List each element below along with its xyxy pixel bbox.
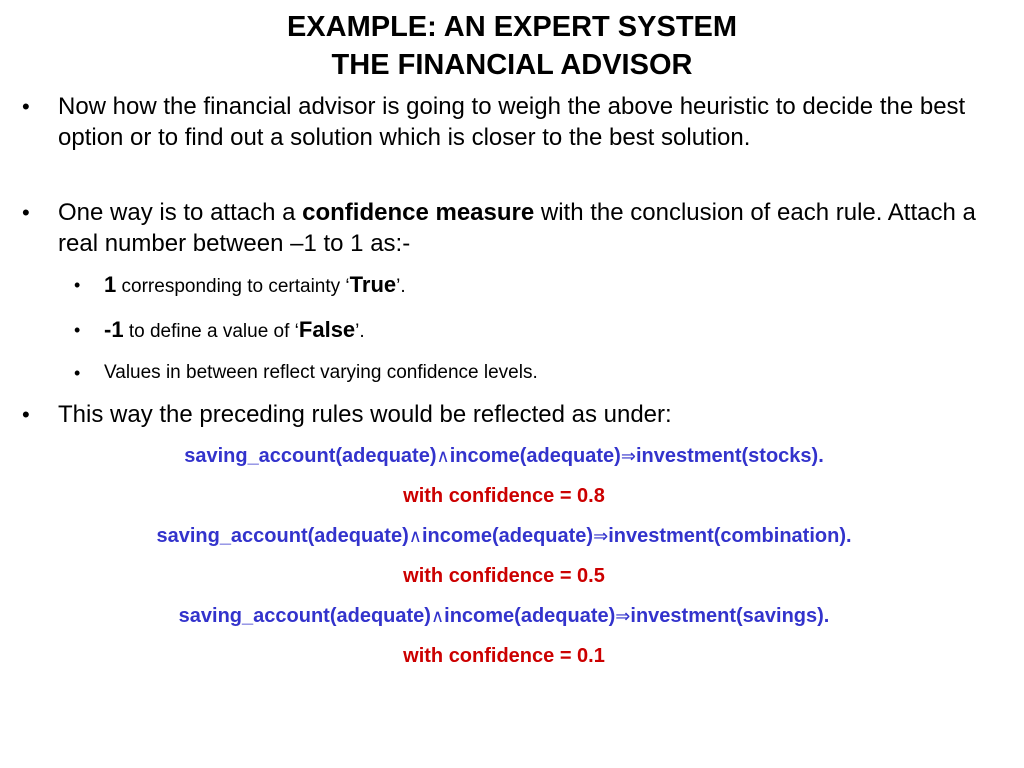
rule-1 [0, 443, 1008, 470]
slide-title [0, 8, 1024, 84]
sub-bullet-3 [74, 360, 984, 386]
rule-2-premise-2: income(adequate) [421, 525, 594, 547]
rule-1-conclusion: investment(stocks). [635, 445, 824, 467]
implies-symbol: ⇒ [620, 446, 636, 467]
rule-2-conclusion: investment(combination). [608, 525, 852, 547]
rule-2 [0, 523, 1008, 550]
bullet-2-text-pre: One way is to attach a [58, 199, 303, 226]
rule-3-confidence: with confidence = 0.1 [403, 645, 605, 667]
sub-bullet-2-number: -1 [104, 317, 124, 342]
bullet-dot: • [22, 402, 30, 427]
bullet-1-text: Now how the financial advisor is going to weigh the above heuristic to decide the best option or to find out a solution which is closer to the best solution. [58, 93, 966, 151]
implies-symbol: ⇒ [615, 606, 631, 627]
sub-bullet-2-word: False [298, 317, 356, 342]
bullet-3-text: This way the preceding rules would be reflected as under: [58, 401, 672, 428]
and-symbol: ∧ [436, 446, 450, 467]
title-line-1: EXAMPLE: AN EXPERT SYSTEM [286, 11, 738, 43]
rule-3-premise-1: saving_account(adequate) [178, 605, 431, 627]
bullet-1 [22, 91, 988, 153]
title-line-2: THE FINANCIAL ADVISOR [331, 49, 693, 81]
bullet-3 [22, 399, 988, 430]
and-symbol: ∧ [408, 526, 422, 547]
sub-bullet-2-end: ’. [355, 321, 365, 342]
sub-bullet-1 [74, 272, 984, 300]
sub-bullet-1-word: True [349, 272, 397, 297]
sub-bullet-1-text: corresponding to certainty ‘ [116, 276, 350, 297]
sub-bullet-2 [74, 317, 984, 345]
sub-bullet-2-text: to define a value of ‘ [123, 321, 299, 342]
rule-1-premise-1: saving_account(adequate) [184, 445, 437, 467]
implies-symbol: ⇒ [593, 526, 609, 547]
bullet-dot: • [74, 320, 81, 340]
rule-3 [0, 603, 1008, 630]
sub-bullet-3-text: Values in between reflect varying confidence levels. [104, 362, 538, 383]
sub-bullet-1-end: ’. [396, 276, 406, 297]
bullet-2-emphasis: confidence measure [302, 199, 535, 226]
rule-2-premise-1: saving_account(adequate) [156, 525, 409, 547]
bullet-dot: • [22, 94, 30, 119]
rule-2-confidence: with confidence = 0.5 [403, 565, 605, 587]
rule-3-conclusion: investment(savings). [630, 605, 830, 627]
bullet-2 [22, 197, 988, 259]
bullet-dot: • [74, 275, 81, 295]
bullet-dot: • [74, 363, 81, 383]
rule-3-premise-2: income(adequate) [444, 605, 616, 627]
bullet-2-text-post: with the conclusion of each rule. Attach a real number between –1 to 1 as:- [58, 199, 976, 257]
rule-1-premise-2: income(adequate) [449, 445, 621, 467]
bullet-dot: • [22, 200, 30, 225]
rule-1-confidence: with confidence = 0.8 [403, 485, 605, 507]
sub-bullet-1-number: 1 [104, 272, 117, 297]
and-symbol: ∧ [430, 606, 445, 627]
